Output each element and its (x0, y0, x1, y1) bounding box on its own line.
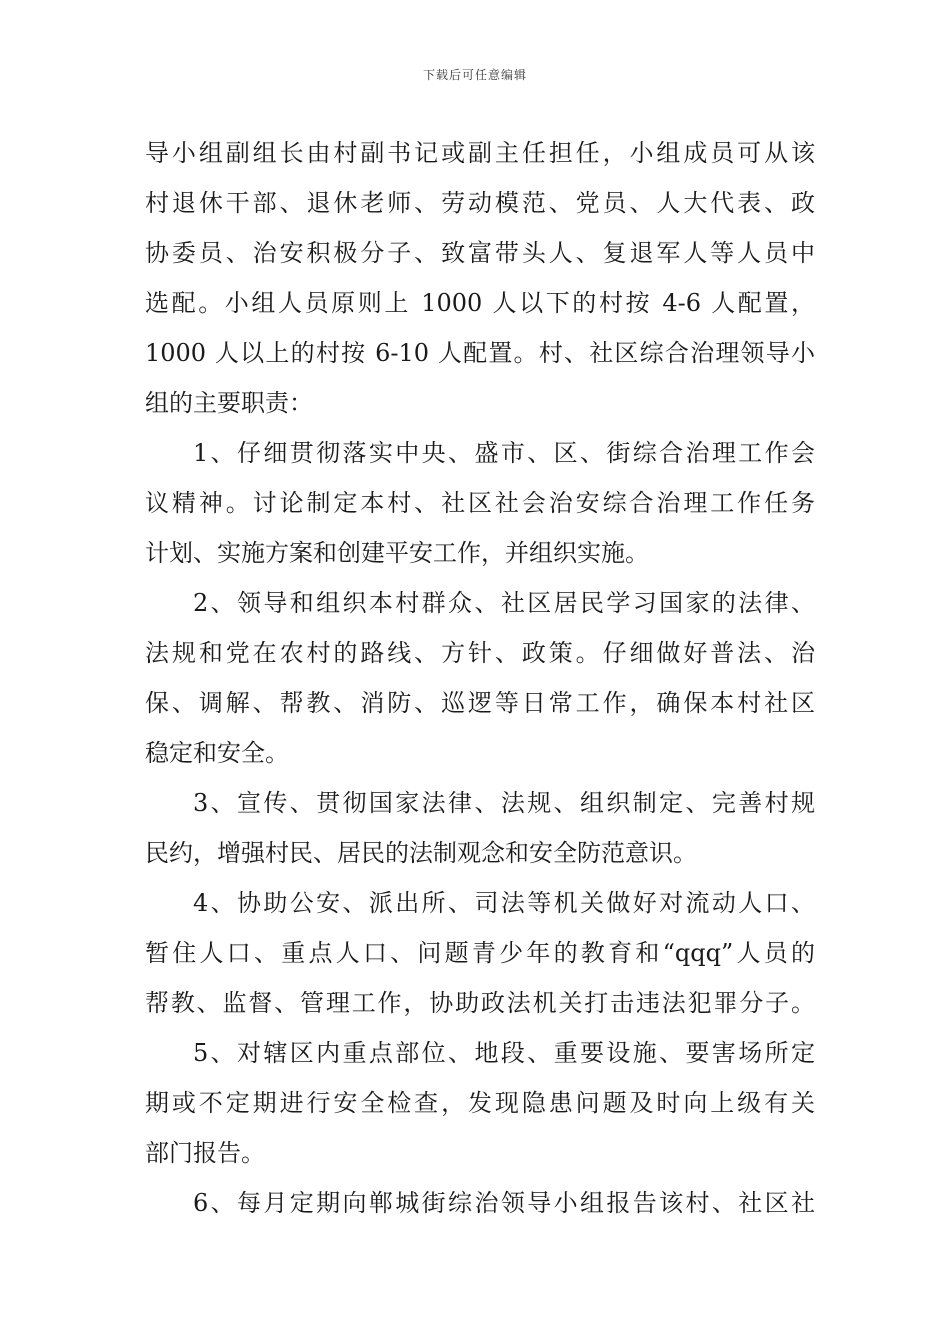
text-line: 组的主要职责： (145, 389, 313, 417)
text-line: 帮教、监督、管理工作，协助政法机关打击违法犯罪分子。 (145, 989, 815, 1017)
text-line: 协委员、治安积极分子、致富带头人、复退军人等人员中 (145, 239, 815, 267)
paragraph (145, 578, 815, 778)
text-line: 导小组副组长由村副书记或副主任担任，小组成员可从该 (145, 139, 815, 167)
text-line: 选配。小组人员原则上 1000 人以下的村按 4-6 人配置， (145, 289, 815, 317)
text-line: 2、领导和组织本村群众、社区居民学习国家的法律、 (193, 589, 815, 617)
text-line: 稳定和安全。 (145, 739, 289, 767)
page-header: 下载后可任意编辑 (422, 68, 527, 82)
text-line: 村退休干部、退休老师、劳动模范、党员、人大代表、政 (145, 189, 815, 217)
text-line: 暂住人口、重点人口、问题青少年的教育和“qqq”人员的 (145, 939, 815, 967)
paragraph (145, 1028, 815, 1178)
text-line: 5、对辖区内重点部位、地段、重要设施、要害场所定 (193, 1039, 815, 1067)
text-line: 民约，增强村民、居民的法制观念和安全防范意识。 (145, 839, 697, 867)
text-line: 6、每月定期向郸城街综治领导小组报告该村、社区社 (193, 1189, 815, 1217)
paragraph (145, 128, 815, 428)
text-line: 法规和党在农村的路线、方针、政策。仔细做好普法、治 (145, 639, 815, 667)
text-line: 4、协助公安、派出所、司法等机关做好对流动人口、 (193, 889, 815, 917)
paragraph (145, 428, 815, 578)
document-body (145, 128, 815, 1228)
paragraph (145, 878, 815, 1028)
text-line: 保、调解、帮教、消防、巡逻等日常工作，确保本村社区 (145, 689, 815, 717)
paragraph (145, 1178, 815, 1228)
text-line: 期或不定期进行安全检查，发现隐患问题及时向上级有关 (145, 1089, 815, 1117)
text-line: 1、仔细贯彻落实中央、盛市、区、街综合治理工作会 (193, 439, 815, 467)
text-line: 计划、实施方案和创建平安工作，并组织实施。 (145, 539, 649, 567)
text-line: 议精神。讨论制定本村、社区社会治安综合治理工作任务 (145, 489, 815, 517)
text-line: 3、宣传、贯彻国家法律、法规、组织制定、完善村规 (193, 789, 815, 817)
paragraph (145, 778, 815, 878)
text-line: 部门报告。 (145, 1139, 265, 1167)
text-line: 1000 人以上的村按 6-10 人配置。村、社区综合治理领导小 (145, 339, 815, 367)
